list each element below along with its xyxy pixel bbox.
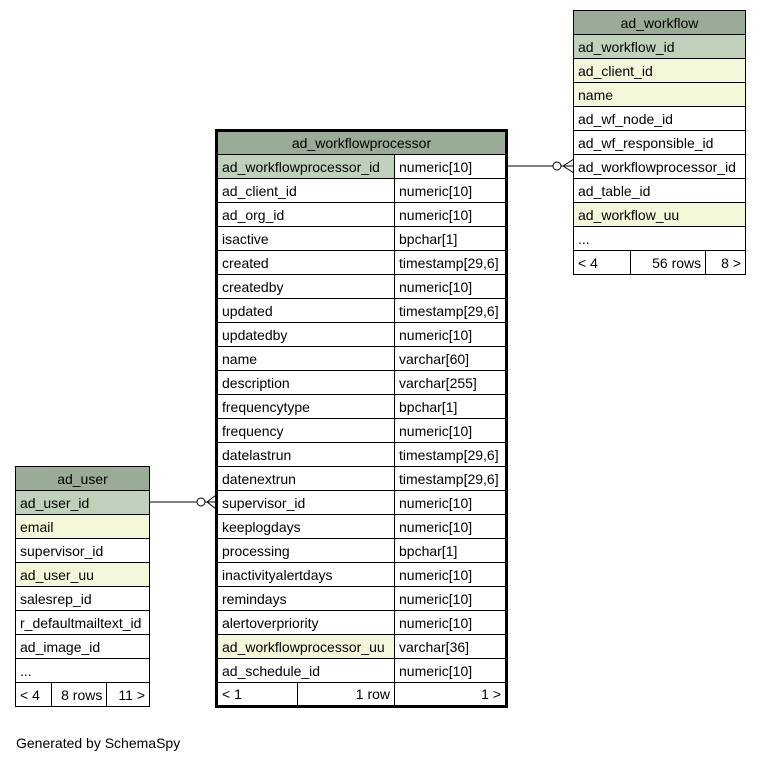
column-row[interactable] [217, 635, 507, 659]
table-footer [574, 251, 746, 275]
link-workflowprocessor-to-workflow [506, 159, 574, 173]
column-row[interactable] [574, 83, 746, 107]
column-row[interactable] [574, 59, 746, 83]
table-header[interactable] [574, 11, 746, 35]
column-type: timestamp[29,6] [395, 299, 507, 323]
column-name[interactable]: updatedby [217, 323, 395, 347]
column-row[interactable] [217, 203, 507, 227]
column-type: numeric[10] [395, 179, 507, 203]
column-name[interactable]: ad_client_id [574, 59, 746, 83]
column-type: numeric[10] [395, 275, 507, 299]
row-count: 8 rows [51, 683, 107, 707]
column-row[interactable] [217, 347, 507, 371]
column-type: varchar[36] [395, 635, 507, 659]
column-type: bpchar[1] [395, 539, 507, 563]
column-name[interactable]: email [16, 515, 150, 539]
column-type: numeric[10] [395, 203, 507, 227]
column-row[interactable] [217, 371, 507, 395]
column-row[interactable] [217, 659, 507, 683]
column-row[interactable] [217, 443, 507, 467]
column-row[interactable] [16, 491, 150, 515]
table-title[interactable]: ad_workflowprocessor [217, 131, 507, 155]
column-name[interactable]: inactivityalertdays [217, 563, 395, 587]
column-type: numeric[10] [395, 491, 507, 515]
column-name[interactable]: remindays [217, 587, 395, 611]
column-row[interactable] [217, 155, 507, 179]
column-row[interactable] [217, 251, 507, 275]
column-row[interactable] [16, 587, 150, 611]
column-type: bpchar[1] [395, 395, 507, 419]
column-name[interactable]: frequencytype [217, 395, 395, 419]
column-type: numeric[10] [395, 323, 507, 347]
column-type: numeric[10] [395, 659, 507, 683]
parents-count[interactable]: < 1 [217, 683, 298, 707]
parents-count[interactable]: < 4 [16, 683, 52, 707]
row-count: 1 row [298, 683, 395, 707]
column-name[interactable]: ad_schedule_id [217, 659, 395, 683]
column-row[interactable] [217, 395, 507, 419]
column-name[interactable]: ad_workflowprocessor_id [574, 155, 746, 179]
column-name[interactable]: ad_user_uu [16, 563, 150, 587]
children-count[interactable]: 8 > [706, 251, 746, 275]
column-type: bpchar[1] [395, 227, 507, 251]
column-name[interactable]: r_defaultmailtext_id [16, 611, 150, 635]
column-name[interactable]: name [574, 83, 746, 107]
column-type: numeric[10] [395, 587, 507, 611]
column-name[interactable]: ad_table_id [574, 179, 746, 203]
column-row[interactable] [217, 275, 507, 299]
column-row[interactable] [16, 611, 150, 635]
table-ad-user[interactable] [15, 466, 150, 707]
column-row[interactable] [16, 659, 150, 683]
column-name[interactable]: isactive [217, 227, 395, 251]
column-name[interactable]: ad_workflow_uu [574, 203, 746, 227]
column-row[interactable] [217, 491, 507, 515]
link-user-to-workflowprocessor [149, 495, 216, 509]
column-row[interactable] [574, 131, 746, 155]
column-name[interactable]: ad_user_id [16, 491, 150, 515]
table-ad-workflow[interactable] [573, 10, 746, 275]
column-row[interactable] [574, 35, 746, 59]
column-row[interactable] [217, 179, 507, 203]
column-name[interactable]: ad_workflow_id [574, 35, 746, 59]
column-name[interactable]: supervisor_id [217, 491, 395, 515]
column-row[interactable] [574, 203, 746, 227]
column-name[interactable]: ad_workflowprocessor_uu [217, 635, 395, 659]
column-type: numeric[10] [395, 419, 507, 443]
column-type: numeric[10] [395, 155, 507, 179]
column-name[interactable]: ad_workflowprocessor_id [217, 155, 395, 179]
column-type: timestamp[29,6] [395, 443, 507, 467]
column-type: numeric[10] [395, 515, 507, 539]
table-footer [16, 683, 150, 707]
column-name[interactable]: ... [574, 227, 746, 251]
column-row[interactable] [217, 299, 507, 323]
column-name[interactable]: processing [217, 539, 395, 563]
column-type: numeric[10] [395, 563, 507, 587]
column-row[interactable] [16, 515, 150, 539]
column-row[interactable] [217, 419, 507, 443]
column-row[interactable] [217, 323, 507, 347]
column-name[interactable]: ad_wf_responsible_id [574, 131, 746, 155]
column-name[interactable]: ... [16, 659, 150, 683]
column-name[interactable]: created [217, 251, 395, 275]
column-name[interactable]: salesrep_id [16, 587, 150, 611]
column-row[interactable] [217, 611, 507, 635]
column-row[interactable] [574, 179, 746, 203]
row-count: 56 rows [630, 251, 706, 275]
table-ad-workflowprocessor[interactable] [215, 129, 508, 708]
table-title[interactable]: ad_user [16, 467, 150, 491]
column-row[interactable] [574, 107, 746, 131]
column-row[interactable] [574, 155, 746, 179]
column-row[interactable] [16, 563, 150, 587]
column-name[interactable]: ad_wf_node_id [574, 107, 746, 131]
column-name[interactable]: createdby [217, 275, 395, 299]
column-type: numeric[10] [395, 611, 507, 635]
column-name[interactable]: frequency [217, 419, 395, 443]
column-name[interactable]: ad_org_id [217, 203, 395, 227]
column-row[interactable] [217, 563, 507, 587]
generated-by-note: Generated by SchemaSpy [16, 735, 181, 751]
column-name[interactable]: ad_client_id [217, 179, 395, 203]
column-row[interactable] [217, 227, 507, 251]
table-header[interactable] [217, 131, 507, 155]
column-type: timestamp[29,6] [395, 467, 507, 491]
column-name[interactable]: datenextrun [217, 467, 395, 491]
column-row[interactable] [217, 587, 507, 611]
children-count[interactable]: 11 > [107, 683, 150, 707]
column-name[interactable]: alertoverpriority [217, 611, 395, 635]
table-title[interactable]: ad_workflow [574, 11, 746, 35]
column-name[interactable]: keeplogdays [217, 515, 395, 539]
column-type: timestamp[29,6] [395, 251, 507, 275]
column-name[interactable]: datelastrun [217, 443, 395, 467]
column-type: varchar[60] [395, 347, 507, 371]
column-row[interactable] [16, 539, 150, 563]
column-name[interactable]: ad_image_id [16, 635, 150, 659]
column-row[interactable] [217, 467, 507, 491]
parents-count[interactable]: < 4 [574, 251, 631, 275]
column-type: varchar[255] [395, 371, 507, 395]
table-header[interactable] [16, 467, 150, 491]
column-row[interactable] [217, 539, 507, 563]
children-count[interactable]: 1 > [395, 683, 507, 707]
column-name[interactable]: updated [217, 299, 395, 323]
column-row[interactable] [217, 515, 507, 539]
table-footer [217, 683, 507, 707]
column-row[interactable] [574, 227, 746, 251]
column-row[interactable] [16, 635, 150, 659]
column-name[interactable]: description [217, 371, 395, 395]
column-name[interactable]: supervisor_id [16, 539, 150, 563]
column-name[interactable]: name [217, 347, 395, 371]
